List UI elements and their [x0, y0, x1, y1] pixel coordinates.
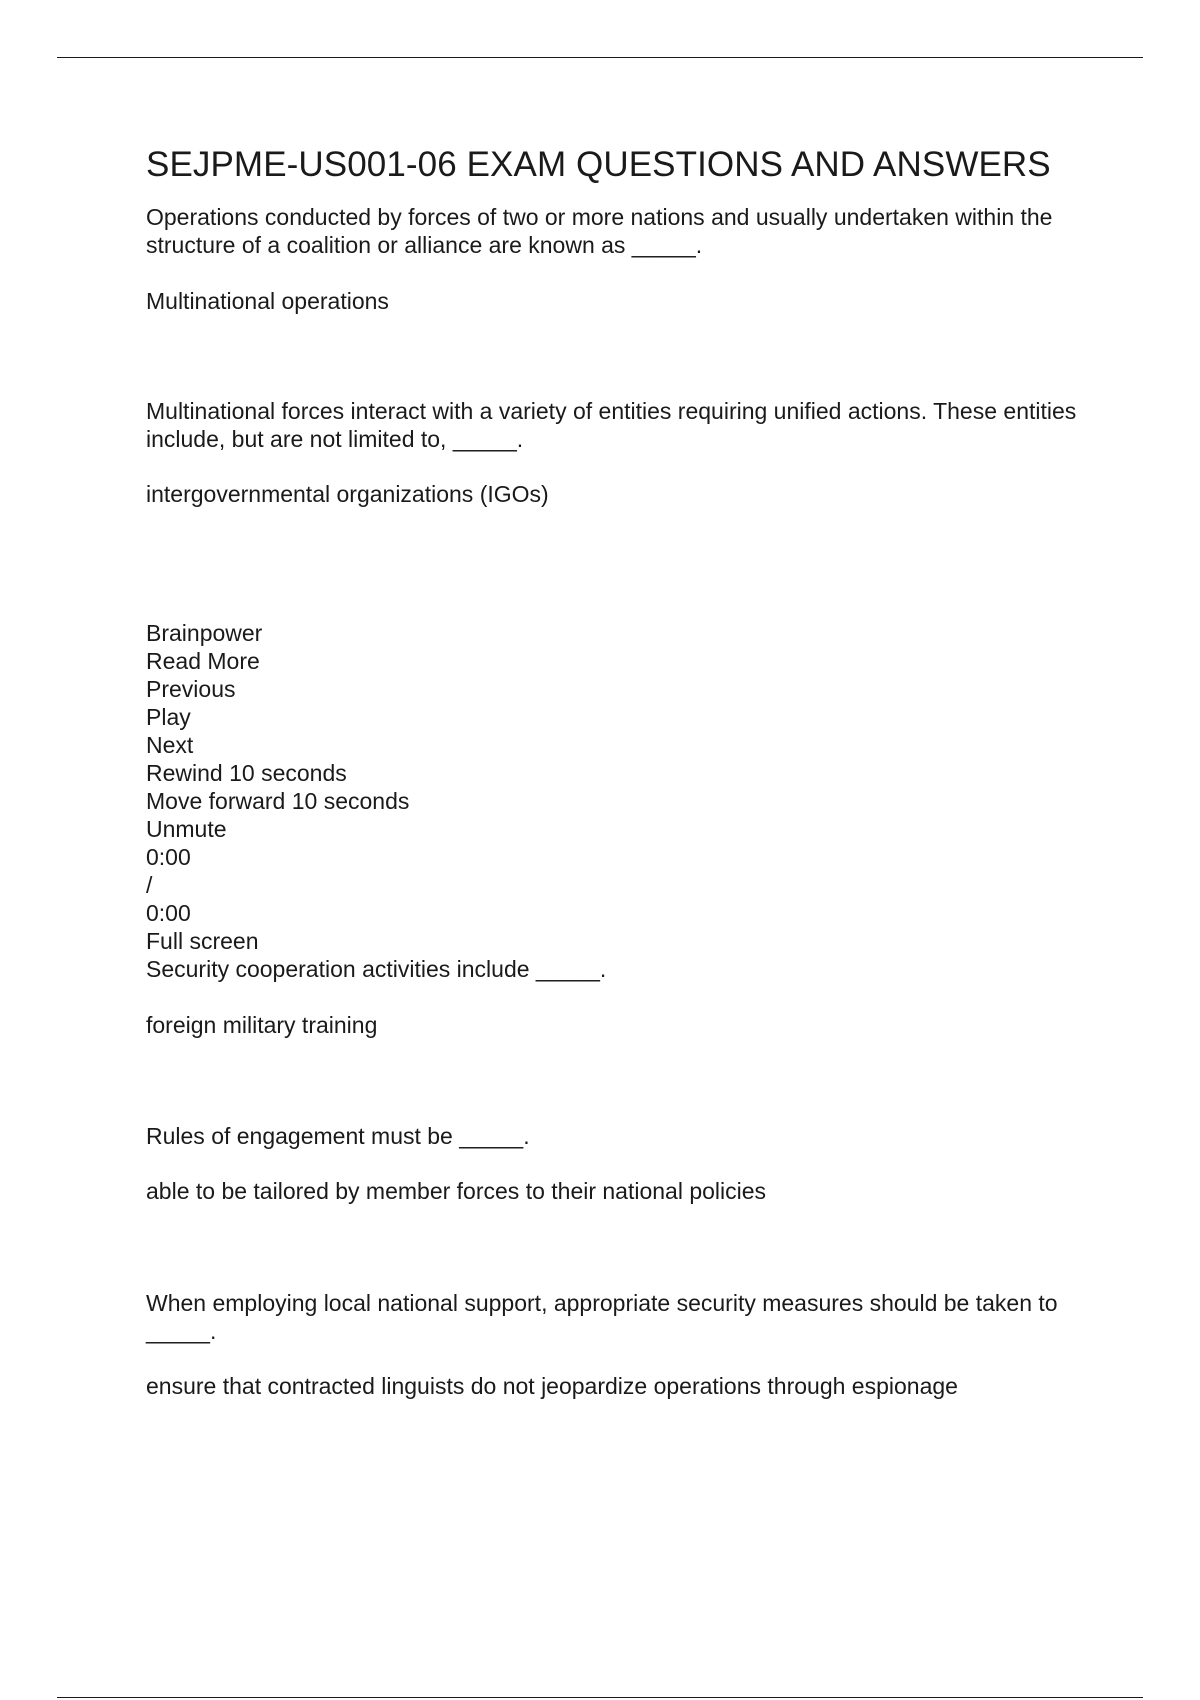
forward-10-button[interactable]: Move forward 10 seconds	[146, 788, 410, 814]
fullscreen-button[interactable]: Full screen	[146, 928, 259, 954]
answer-text: foreign military training	[146, 1012, 378, 1038]
rewind-10-button[interactable]: Rewind 10 seconds	[146, 760, 347, 786]
player-brand-label: Brainpower	[146, 620, 263, 646]
question-text: Multinational forces interact with a variety of entities requiring unified actions. These entities include, but are not limited to, _____.	[146, 398, 1077, 452]
answer-text: able to be tailored by member forces to their national policies	[146, 1178, 767, 1204]
question-text: Operations conducted by forces of two or more nations and usually undertaken within the structure of a coalition or alliance are known as _____.	[146, 204, 1053, 258]
read-more-link[interactable]: Read More	[146, 648, 260, 674]
document-title: SEJPME-US001-06 EXAM QUESTIONS AND ANSWERS	[146, 145, 1051, 184]
next-button[interactable]: Next	[146, 732, 194, 758]
question-text: Rules of engagement must be _____.	[146, 1123, 530, 1149]
qa-item-2	[146, 397, 1096, 508]
qa-item-4	[146, 1122, 1096, 1205]
play-button[interactable]: Play	[146, 704, 191, 730]
question-text: When employing local national support, appropriate security measures should be taken to _____.	[146, 1290, 1058, 1344]
media-player	[146, 619, 1096, 955]
unmute-button[interactable]: Unmute	[146, 816, 227, 842]
qa-item-3	[146, 955, 1096, 1039]
qa-item-1	[146, 203, 1096, 315]
answer-text: ensure that contracted linguists do not jeopardize operations through espionage	[146, 1373, 958, 1399]
answer-text: intergovernmental organizations (IGOs)	[146, 481, 549, 507]
question-text: Security cooperation activities include _____.	[146, 956, 607, 982]
top-rule	[57, 57, 1143, 58]
document-body	[146, 144, 1096, 1400]
bottom-rule	[57, 1697, 1143, 1698]
qa-item-5	[146, 1289, 1096, 1400]
time-separator: /	[146, 872, 153, 898]
previous-button[interactable]: Previous	[146, 676, 236, 702]
answer-text: Multinational operations	[146, 288, 389, 314]
duration-time: 0:00	[146, 900, 191, 926]
current-time: 0:00	[146, 844, 191, 870]
